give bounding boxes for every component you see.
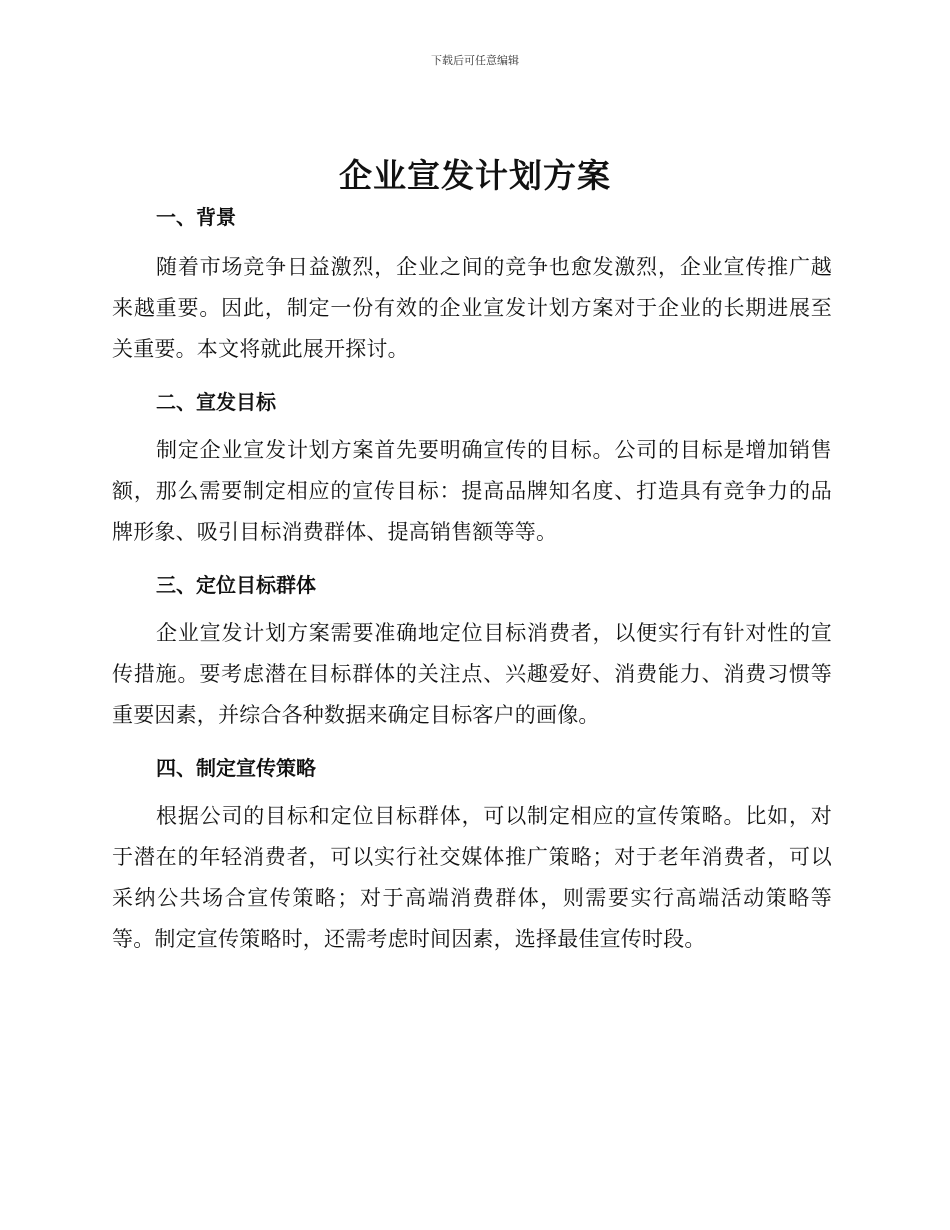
- header-note: 下载后可任意编辑: [431, 54, 519, 67]
- section-strategy: [112, 754, 832, 960]
- section-paragraph: 根据公司的目标和定位目标群体，可以制定相应的宣传策略。比如，对于潜在的年轻消费者，可以实行社交媒体推广策略；对于老年消费者，可以采纳公共场合宣传策略；对于高端消费群体，则需要实行高端活动策略等等。制定宣传策略时，还需考虑时间因素，选择最佳宣传时段。: [112, 804, 832, 951]
- section-paragraph: 企业宣发计划方案需要准确地定位目标消费者，以便实行有针对性的宣传措施。要考虑潜在目标群体的关注点、兴趣爱好、消费能力、消费习惯等重要因素，并综合各种数据来确定目标客户的画像。: [112, 621, 832, 727]
- section-background: [112, 203, 832, 370]
- document-body: [112, 203, 832, 978]
- section-heading: 一、背景: [156, 205, 236, 229]
- section-heading: 四、制定宣传策略: [156, 756, 316, 780]
- section-goals: [112, 388, 832, 553]
- section-target-group: [112, 571, 832, 736]
- document-title: 企业宣发计划方案: [339, 156, 611, 195]
- section-heading: 二、宣发目标: [156, 390, 276, 414]
- section-paragraph: 制定企业宣发计划方案首先要明确宣传的目标。公司的目标是增加销售额，那么需要制定相应的宣传目标：提高品牌知名度、打造具有竞争力的品牌形象、吸引目标消费群体、提高销售额等等。: [112, 438, 832, 544]
- section-paragraph: 随着市场竞争日益激烈，企业之间的竞争也愈发激烈，企业宣传推广越来越重要。因此，制定一份有效的企业宣发计划方案对于企业的长期进展至关重要。本文将就此展开探讨。: [112, 255, 832, 361]
- section-heading: 三、定位目标群体: [156, 573, 316, 597]
